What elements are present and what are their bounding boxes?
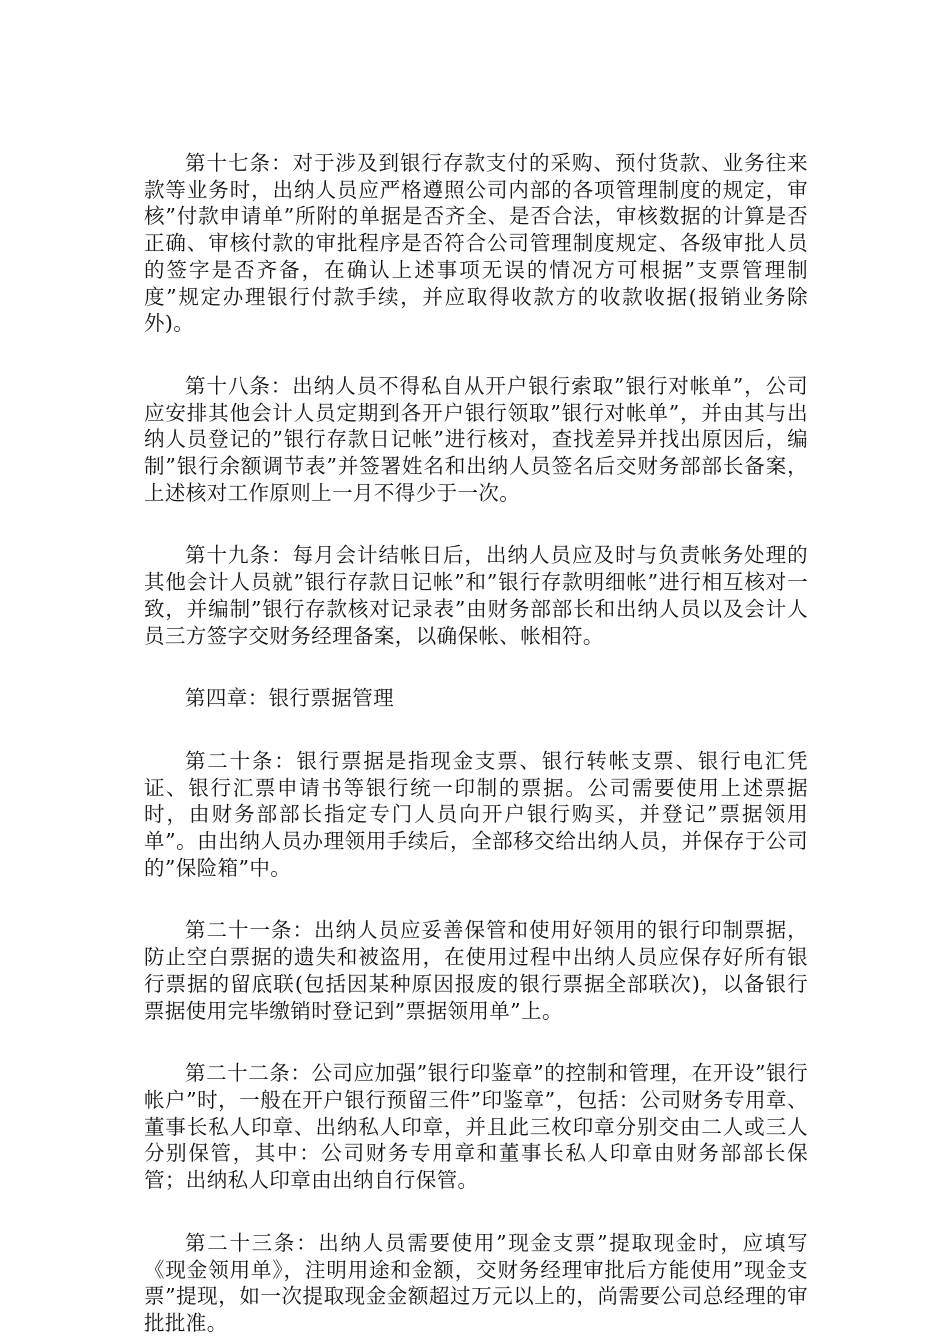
article-18-paragraph: 第十八条：出纳人员不得私自从开户银行索取”银行对帐单”，公司应安排其他会计人员定期到各开户银行领取”银行对帐单”，并由其与出纳人员登记的”银行存款日记帐”进行核对，查找差异并找出原因后，编制”银行余额调节表”并签署姓名和出纳人员签名后交财务部部长备案，上述核对工作原则上一月不得少于一次。: [144, 373, 808, 505]
article-19-paragraph: 第十九条：每月会计结帐日后，出纳人员应及时与负责帐务处理的其他会计人员就”银行存款日记帐”和”银行存款明细帐”进行相互核对一致，并编制”银行存款核对记录表”由财务部部长和出纳人员以及会计人员三方签字交财务经理备案，以确保帐、帐相符。: [144, 543, 808, 648]
article-23-paragraph: 第二十三条：出纳人员需要使用”现金支票”提取现金时，应填写《现金领用单》，注明用途和金额，交财务经理审批后方能使用”现金支票”提现，如一次提取现金金额超过万元以上的，尚需要公司总经理的审批批准。: [144, 1230, 808, 1335]
chapter-4-heading: 第四章：银行票据管理: [185, 686, 394, 711]
article-22-paragraph: 第二十二条：公司应加强”银行印鉴章”的控制和管理，在开设”银行帐户”时，一般在开户银行预留三件”印鉴章”，包括：公司财务专用章、董事长私人印章、出纳私人印章，并且此三枚印章分别交由二人或三人分别保管，其中：公司财务专用章和董事长私人印章由财务部部长保管；出纳私人印章由出纳自行保管。: [144, 1061, 808, 1193]
article-20-paragraph: 第二十条：银行票据是指现金支票、银行转帐支票、银行电汇凭证、银行汇票申请书等银行统一印制的票据。公司需要使用上述票据时，由财务部部长指定专门人员向开户银行购买，并登记”票据领用单”。由出纳人员办理领用手续后，全部移交给出纳人员，并保存于公司的”保险箱”中。: [144, 748, 808, 880]
article-21-paragraph: 第二十一条：出纳人员应妥善保管和使用好领用的银行印制票据，防止空白票据的遗失和被盗用，在使用过程中出纳人员应保存好所有银行票据的留底联(包括因某种原因报废的银行票据全部联次)，以备银行票据使用完毕缴销时登记到”票据领用单”上。: [144, 918, 808, 1023]
article-17-paragraph: 第十七条：对于涉及到银行存款支付的采购、预付货款、业务往来款等业务时，出纳人员应严格遵照公司内部的各项管理制度的规定，审核”付款申请单”所附的单据是否齐全、是否合法，审核数据的计算是否正确、审核付款的审批程序是否符合公司管理制度规定、各级审批人员的签字是否齐备，在确认上述事项无误的情况方可根据”支票管理制度”规定办理银行付款手续，并应取得收款方的收款收据(报销业务除外)。: [144, 151, 808, 336]
